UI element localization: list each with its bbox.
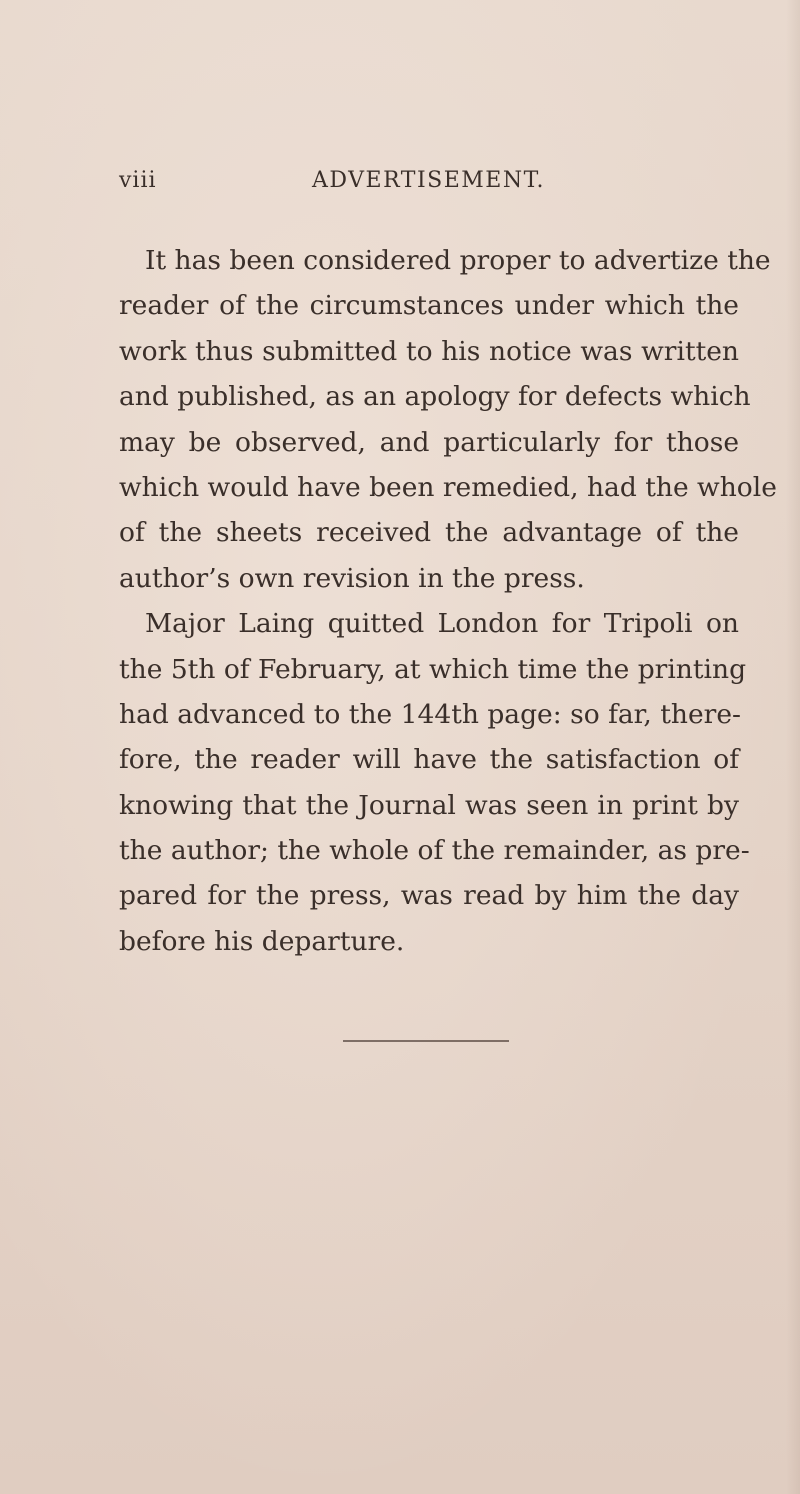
text-line: had advanced to the 144th page: so far, there-: [119, 698, 741, 730]
text-line: Major Laing quitted London for Tripoli on: [145, 608, 739, 640]
text-line: of the sheets received the advantage of the: [119, 517, 739, 549]
text-line: may be observed, and particularly for those: [119, 426, 739, 458]
page-number: viii: [119, 168, 157, 193]
text-line: knowing that the Journal was seen in print by: [119, 789, 739, 821]
page-title: ADVERTISEMENT.: [312, 168, 546, 193]
text-line: pared for the press, was read by him the day: [119, 880, 739, 912]
page-edge-shadow: [786, 0, 800, 1494]
section-divider-rule: [343, 1040, 509, 1042]
text-line: and published, as an apology for defects which: [119, 381, 751, 413]
text-line: reader of the circumstances under which the: [119, 290, 739, 322]
paragraph-1: [119, 238, 777, 601]
text-line: the 5th of February, at which time the printing: [119, 653, 747, 685]
body-text: [119, 238, 777, 964]
text-line: fore, the reader will have the satisfaction of: [119, 744, 739, 776]
text-line: which would have been remedied, had the whole: [119, 471, 777, 503]
running-head: [119, 168, 739, 198]
text-line: work thus submitted to his notice was written: [119, 335, 739, 367]
text-line: the author; the whole of the remainder, as pre-: [119, 835, 750, 867]
text-line: before his departure.: [119, 925, 405, 957]
paragraph-2: [119, 601, 750, 964]
text-line: author’s own revision in the press.: [119, 562, 585, 594]
text-line: It has been considered proper to advertize the: [145, 245, 771, 276]
